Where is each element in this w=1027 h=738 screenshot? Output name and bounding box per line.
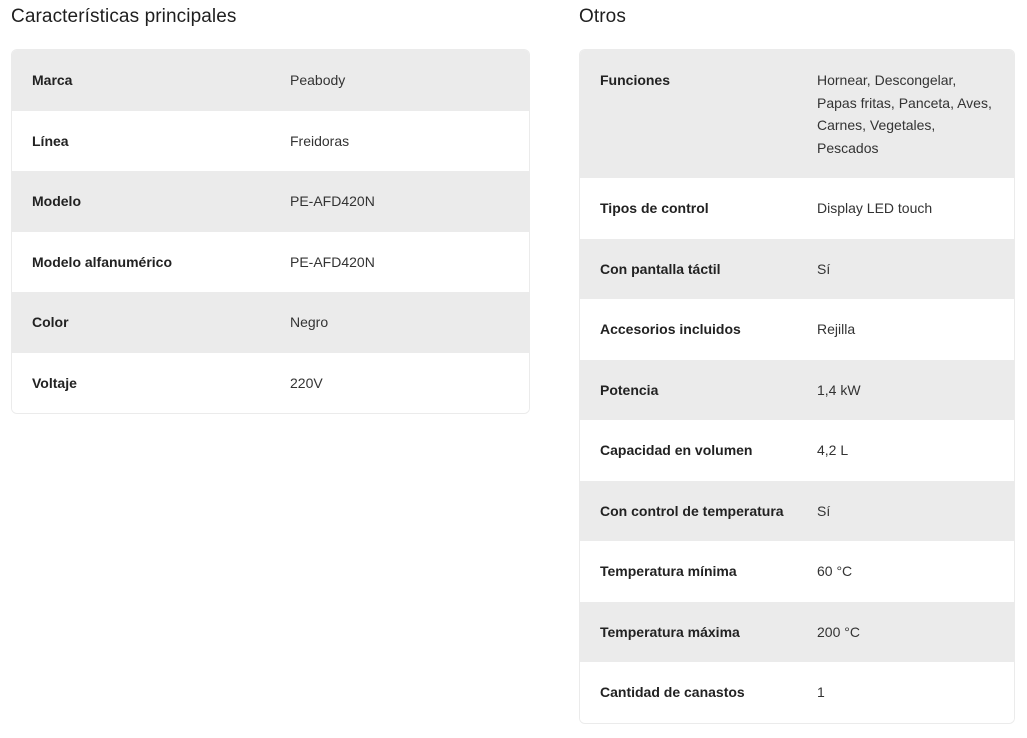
spec-label: Funciones: [600, 72, 671, 88]
spec-row-capacidad: [580, 420, 1014, 481]
spec-row-accesorios: [580, 299, 1014, 360]
spec-value: 4,2 L: [817, 442, 849, 458]
spec-label: Potencia: [600, 381, 659, 398]
spec-label: Línea: [32, 132, 69, 149]
spec-value: 1: [817, 684, 825, 700]
spec-label: Capacidad en volumen: [600, 442, 753, 458]
spec-label: Temperatura máxima: [600, 623, 740, 640]
spec-label: Con control de temperatura: [600, 502, 784, 519]
spec-value: Display LED touch: [817, 200, 933, 216]
spec-value: Hornear, Descongelar, Papas fritas, Panceta, Aves, Carnes, Vegetales, Pescados: [817, 72, 992, 156]
spec-label: Modelo: [32, 193, 81, 209]
others-table: [579, 49, 1015, 724]
spec-label: Con pantalla táctil: [600, 260, 721, 277]
spec-row-funciones: [580, 50, 1014, 178]
main-features-table: [11, 49, 530, 414]
spec-label: Marca: [32, 72, 73, 88]
spec-row-modelo-alfanumerico: [12, 232, 529, 293]
spec-row-cantidad-canastos: [580, 662, 1014, 723]
spec-value: Freidoras: [290, 132, 350, 149]
spec-value: PE-AFD420N: [290, 193, 375, 209]
spec-label: Cantidad de canastos: [600, 684, 745, 700]
spec-value: 1,4 kW: [817, 381, 861, 398]
spec-row-control-temperatura: [580, 481, 1014, 542]
spec-label: Color: [32, 314, 69, 330]
spec-value: Negro: [290, 314, 329, 330]
main-features-section: [11, 0, 530, 414]
spec-label: Voltaje: [32, 374, 77, 391]
spec-value: Sí: [817, 260, 831, 277]
others-title: Otros: [579, 6, 626, 27]
spec-value: 60 °C: [817, 563, 853, 579]
spec-label: Modelo alfanumérico: [32, 253, 173, 270]
spec-row-potencia: [580, 360, 1014, 421]
spec-row-tipos-de-control: [580, 178, 1014, 239]
spec-row-modelo: [12, 171, 529, 232]
spec-value: Rejilla: [817, 321, 856, 337]
spec-value: Peabody: [290, 72, 346, 88]
others-section: [579, 0, 1015, 724]
spec-row-pantalla-tactil: [580, 239, 1014, 300]
spec-row-color: [12, 292, 529, 353]
spec-value: PE-AFD420N: [290, 253, 375, 270]
spec-row-marca: [12, 50, 529, 111]
spec-row-temperatura-minima: [580, 541, 1014, 602]
main-features-title: Características principales: [11, 6, 237, 27]
spec-label: Tipos de control: [600, 200, 709, 216]
spec-value: 220V: [290, 374, 323, 391]
spec-value: Sí: [817, 502, 831, 519]
spec-row-voltaje: [12, 353, 529, 414]
spec-value: 200 °C: [817, 623, 860, 640]
spec-label: Temperatura mínima: [600, 563, 737, 579]
spec-row-linea: [12, 111, 529, 172]
spec-row-temperatura-maxima: [580, 602, 1014, 663]
spec-label: Accesorios incluidos: [600, 321, 741, 337]
